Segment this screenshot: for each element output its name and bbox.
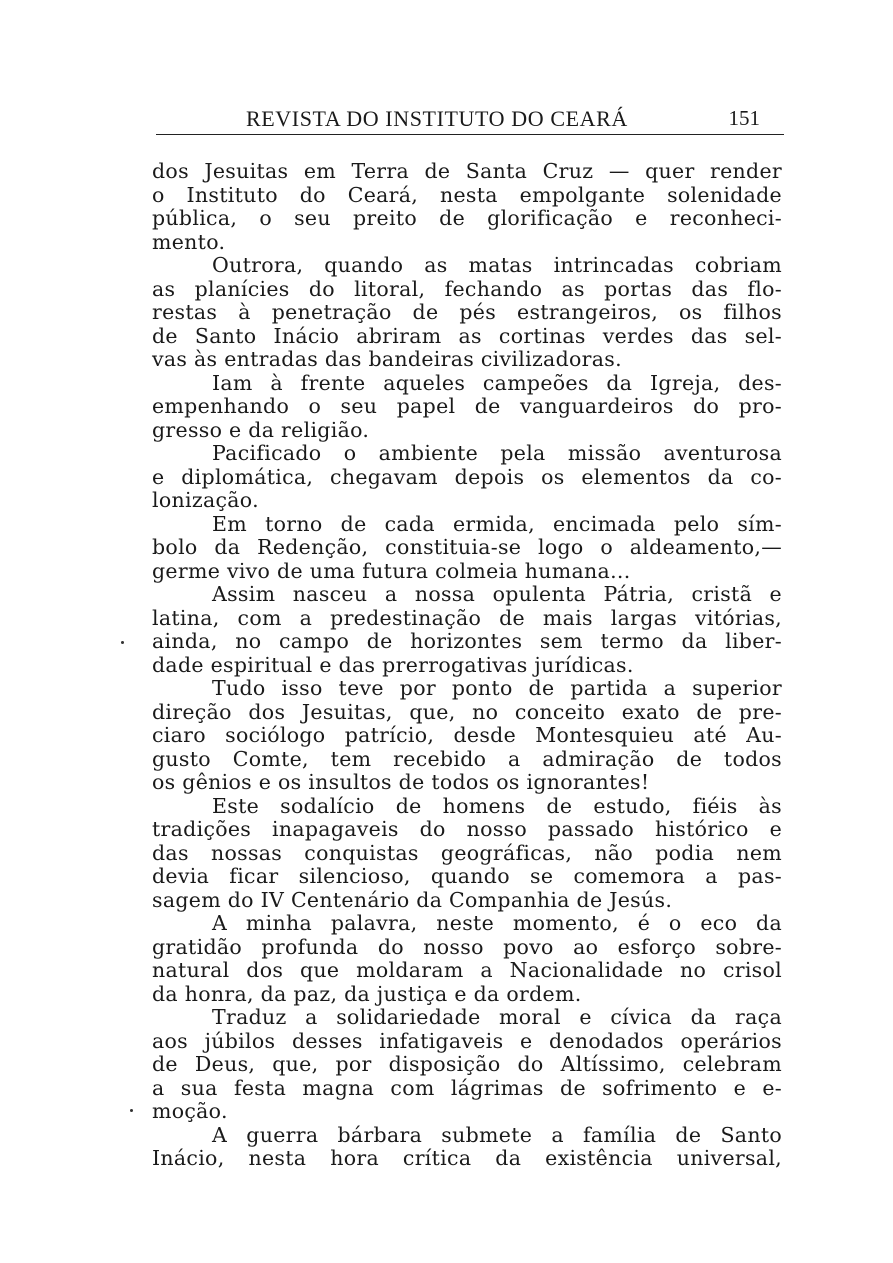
text-line: gresso e da religião.: [152, 417, 370, 442]
text-line: Inácio, nesta hora crítica da existência universal,: [152, 1146, 782, 1170]
text-line: Pacificado o ambiente pela missão aventurosa: [212, 441, 782, 465]
text-line: direção dos Jesuitas, que, no conceito exato de pre-: [152, 699, 782, 724]
text-line: Este sodalício de homens de estudo, fiéis às: [212, 793, 782, 818]
text-line: Tudo isso teve por ponto de partida a superior: [212, 676, 782, 700]
text-line: gusto Comte, tem recebido a admiração de todos: [152, 746, 782, 771]
text-line: dos Jesuitas em Terra de Santa Cruz — quer render: [152, 159, 782, 183]
text-line: sagem do IV Centenário da Companhia de Jesús.: [152, 887, 673, 912]
text-line: Em torno de cada ermida, encimada pelo sím-: [212, 511, 782, 536]
text-line: bolo da Redenção, constituia-se logo o aldeamento,—: [152, 535, 782, 559]
text-line: vas às entradas das bandeiras civilizadoras.: [152, 347, 622, 371]
text-line: natural dos que moldaram a Nacionalidade no crisol: [152, 958, 782, 982]
text-line: das nossas conquistas geográficas, não podia nem: [152, 840, 782, 865]
text-line: Iam à frente aqueles campeões da Igreja, des-: [212, 370, 782, 395]
text-line: as planícies do litoral, fechando as portas das flo-: [152, 276, 782, 301]
text-line: e diplomática, chegavam depois os elementos da co-: [152, 464, 782, 489]
text-line: dade espiritual e das prerrogativas jurídicas.: [152, 652, 634, 677]
journal-title: REVISTA DO INSTITUTO DO CEARÁ: [246, 106, 628, 131]
text-line: ciaro sociólogo patrício, desde Montesquieu até Au-: [152, 723, 782, 747]
article-body: [152, 160, 782, 1171]
text-line: tradições inapagaveis do nosso passado histórico e: [152, 817, 782, 841]
text-line: devia ficar silencioso, quando se comemora a pas-: [152, 864, 782, 888]
margin-speck: [130, 1109, 133, 1112]
text-line: germe vivo de uma futura colmeia humana...: [152, 558, 631, 583]
text-line: os gênios e os insultos de todos os ignorantes!: [152, 770, 650, 794]
text-line: empenhando o seu papel de vanguardeiros do pro-: [152, 394, 782, 418]
text-line: restas à penetração de pés estrangeiros, os filhos: [152, 300, 782, 324]
text-line: ainda, no campo de horizontes sem termo da liber-: [152, 629, 782, 653]
text-line: moção.: [152, 1099, 228, 1123]
text-line: Assim nasceu a nossa opulenta Pátria, cristã e: [212, 582, 782, 606]
page-number: 151: [728, 106, 760, 130]
text-line: aos júbilos desses infatigaveis e denodados operários: [152, 1028, 782, 1053]
text-line: Traduz a solidariedade moral e cívica da raça: [212, 1005, 782, 1029]
text-line: A minha palavra, neste momento, é o eco da: [212, 911, 782, 935]
running-header: [156, 104, 784, 135]
text-line: lonização.: [152, 488, 259, 512]
text-line: de Deus, que, por disposição do Altíssimo, celebram: [152, 1052, 782, 1076]
text-line: A guerra bárbara submete a família de Santo: [212, 1122, 782, 1147]
text-line: pública, o seu preito de glorificação e reconheci-: [152, 206, 782, 230]
text-line: Outrora, quando as matas intrincadas cobriam: [212, 253, 782, 277]
margin-speck: [121, 641, 124, 644]
text-line: gratidão profunda do nosso povo ao esforço sobre-: [152, 934, 782, 959]
text-line: de Santo Inácio abriram as cortinas verdes das sel-: [152, 323, 782, 348]
text-line: mento.: [152, 229, 226, 254]
text-line: da honra, da paz, da justiça e da ordem.: [152, 981, 582, 1006]
text-line: latina, com a predestinação de mais largas vitórias,: [152, 605, 782, 630]
text-line: o Instituto do Ceará, nesta empolgante solenidade: [152, 182, 782, 207]
text-line: a sua festa magna com lágrimas de sofrimento e e-: [152, 1075, 782, 1100]
